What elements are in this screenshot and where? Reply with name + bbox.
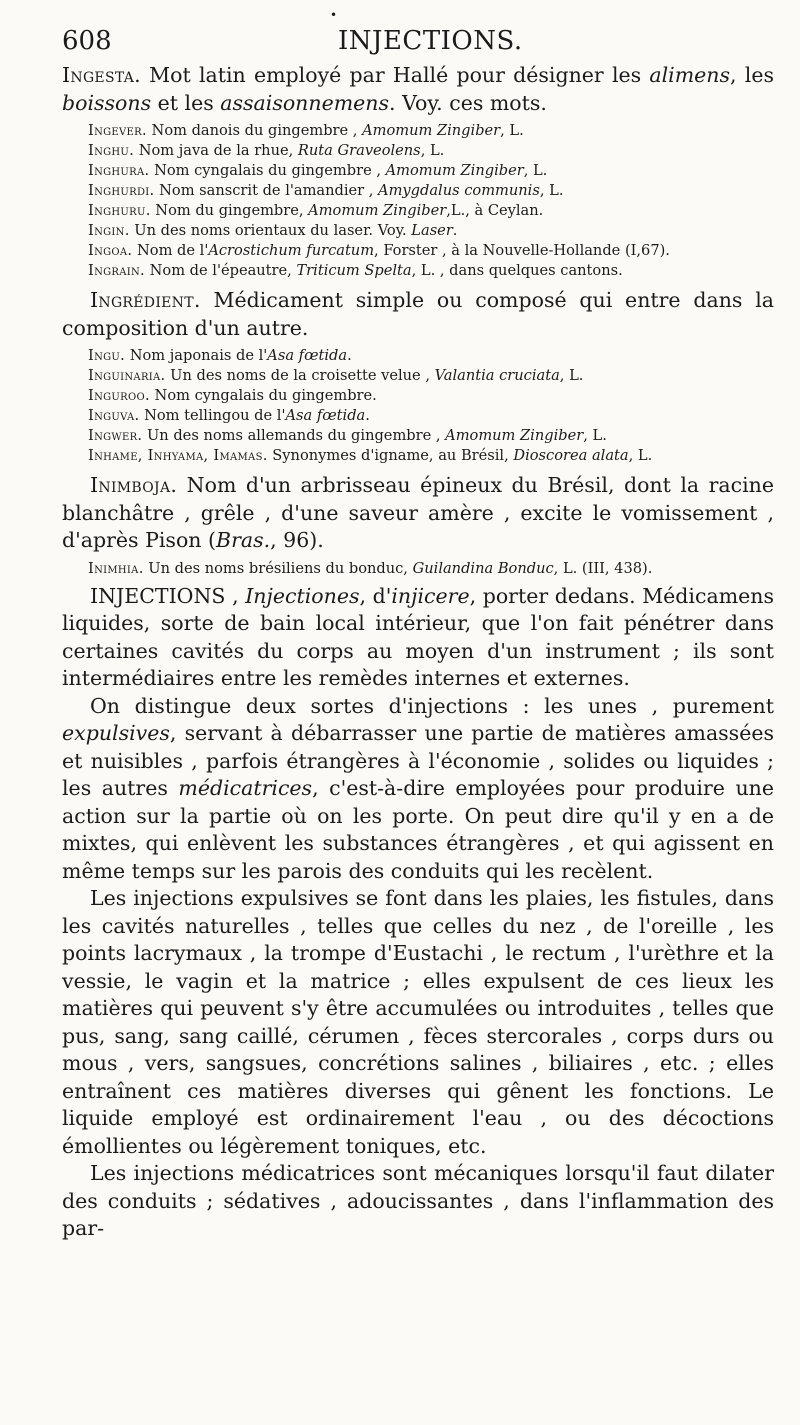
entry-ingwer: Ingwer. Un des noms allemands du gingembre , Amomum Zingiber, L. xyxy=(88,427,607,444)
entry-ingesta: Ingesta. Mot latin employé par Hallé pour désigner les alimens, les boissons et les assaisonnemens. Voy. ces mots. xyxy=(62,63,774,115)
entry-ingu: Ingu. Nom japonais de l'Asa fœtida. xyxy=(88,347,352,364)
entry-inghura: Inghura. Nom cyngalais du gingembre , Amomum Zingiber, L. xyxy=(88,162,548,179)
article-paragraph-3: Les injections expulsives se font dans les plaies, les fistules, dans les cavités naturelles , telles que celles du nez , de l'oreille , les points lacrymaux , la trompe d'Eustachi , le rectum , l'urèthre et la vessie, le vagin et la matrice ; elles expulsent de ces lieux les matières qui peuvent s'y être accumulées ou introduites , telles que pus, sang, sang caillé, cérumen , fèces stercorales , corps durs ou mous , vers, sangsues, concrétions salines , biliaires , etc. ; elles entraînent ces matières diverses qui gênent les fonctions. Le liquide employé est ordinairement l'eau , ou des décoctions émollientes ou légèrement toniques, etc. xyxy=(62,886,774,1158)
entry-inimboja: Inimboja. Nom d'un arbrisseau épineux du Brésil, dont la racine blanchâtre , grêle , d'une saveur amère , excite le vomissement , d'après Pison (Bras., 96). xyxy=(62,473,774,552)
page xyxy=(62,8,774,1243)
entry-inguroo: Inguroo. Nom cyngalais du gingembre. xyxy=(88,387,377,404)
page-number: 608 xyxy=(62,26,112,56)
entry-inghu: Inghu. Nom java de la rhue, Ruta Graveolens, L. xyxy=(88,142,445,159)
article-injections-intro: INJECTIONS , Injectiones, d'injicere, porter dedans. Médicamens liquides, sorte de bain local intérieur, que l'on fait pénétrer dans certaines cavités du corps au moyen d'un instrument ; ils sont intermédiaires entre les remèdes internes et externes. xyxy=(62,583,774,690)
entry-inguinaria: Inguinaria. Un des noms de la croisette velue , Valantia cruciata, L. xyxy=(88,367,584,384)
article-headword: INJECTIONS xyxy=(90,583,226,608)
entry-ingrain: Ingrain. Nom de l'épeautre, Triticum Spelta, L. , dans quelques cantons. xyxy=(88,262,623,279)
entry-ingoa: Ingoa. Nom de l'Acrostichum furcatum, Forster , à la Nouvelle-Hollande (I,67). xyxy=(88,242,670,259)
entry-inghuru: Inghuru. Nom du gingembre, Amomum Zingiber,L., à Ceylan. xyxy=(88,202,544,219)
entry-inghurdi: Inghurdi. Nom sanscrit de l'amandier , Amygdalus communis, L. xyxy=(88,182,564,199)
page-header: • 608 INJECTIONS. xyxy=(62,8,523,56)
small-entries-group-2 xyxy=(62,346,774,466)
entry-ingin: Ingin. Un des noms orientaux du laser. Voy. Laser. xyxy=(88,222,458,239)
entry-inimhia: Inimhia. Un des noms brésiliens du bonduc, Guilandina Bonduc, L. (III, 438). xyxy=(88,559,653,577)
article-paragraph-4: Les injections médicatrices sont mécaniques lorsqu'il faut dilater des conduits ; sédatives , adoucissantes , dans l'inflammation des par- xyxy=(62,1161,774,1240)
entry-inguva: Inguva. Nom tellingou de l'Asa fœtida. xyxy=(88,407,370,424)
running-title: INJECTIONS. xyxy=(338,26,523,56)
entry-ingever: Ingever. Nom danois du gingembre , Amomum Zingiber, L. xyxy=(88,122,524,139)
small-entries-group-1 xyxy=(62,121,774,281)
entry-inhame: Inhame, Inhyama, Imamas. Synonymes d'igname, au Brésil, Dioscorea alata, L. xyxy=(88,447,653,464)
entry-ingredient: Ingrédient. Médicament simple ou composé qui entre dans la composition d'un autre. xyxy=(62,288,774,340)
entry-term: Ingesta. xyxy=(62,63,141,87)
article-paragraph-2: On distingue deux sortes d'injections : les unes , purement expulsives, servant à débarrasser une partie de matières amassées et nuisibles , parfois étrangères à l'économie , solides ou liquides ; les autres médicatrices, c'est-à-dire employées pour produire une action sur la partie où on les porte. On peut dire qu'il y en a de mixtes, qui enlèvent les substances étrangères , et qui agissent en même temps sur les parois des conduits qui les recèlent. xyxy=(62,693,774,883)
